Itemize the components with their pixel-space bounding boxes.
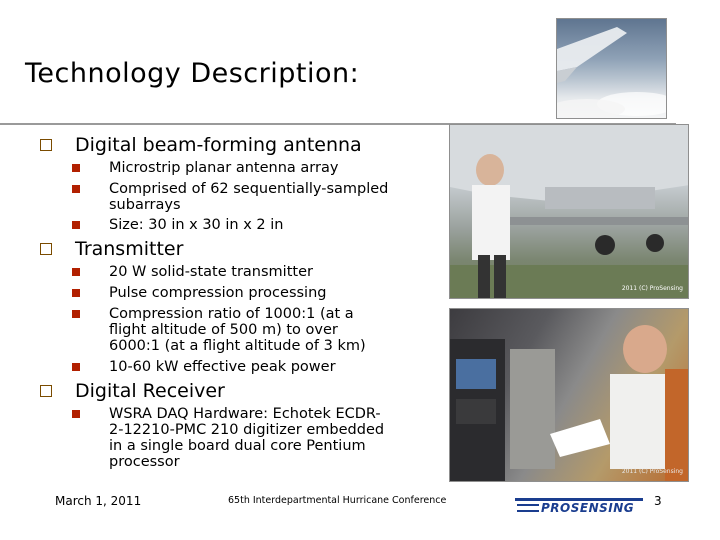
- antenna-under-wing-photo: [449, 124, 689, 299]
- square-bullet-icon: [72, 363, 80, 371]
- slide-title: Technology Description:: [25, 58, 360, 89]
- logo-text: PROSENSING: [541, 501, 635, 515]
- logo-lines-icon: [517, 504, 539, 512]
- square-bullet-icon: [72, 310, 80, 318]
- hollow-square-bullet-icon: [40, 243, 52, 255]
- section-heading: Digital beam-forming antenna: [75, 134, 362, 156]
- aircraft-sky-photo: [556, 18, 667, 119]
- list-item-text: Size: 30 in x 30 in x 2 in: [109, 217, 284, 233]
- wing-photo-credit: 2011 (C) ProSensing: [621, 285, 683, 292]
- list-item-text: Comprised of 62 sequentially-sampled subarrays: [109, 181, 389, 213]
- footer-conference: 65th Interdepartmental Hurricane Conference: [228, 495, 447, 506]
- square-bullet-icon: [72, 185, 80, 193]
- section-heading: Transmitter: [75, 238, 184, 260]
- list-item-text: 20 W solid-state transmitter: [109, 264, 313, 280]
- square-bullet-icon: [72, 268, 80, 276]
- list-item-text: 10-60 kW effective peak power: [109, 359, 336, 375]
- prosensing-logo: [515, 498, 643, 514]
- list-item-text: Microstrip planar antenna array: [109, 160, 339, 176]
- list-item-text: WSRA DAQ Hardware: Echotek ECDR- 2-12210-PMC 210 digitizer embedded in a single board dual core Pentium processor: [109, 406, 385, 470]
- page-number: 3: [654, 494, 662, 508]
- hollow-square-bullet-icon: [40, 385, 52, 397]
- square-bullet-icon: [72, 221, 80, 229]
- square-bullet-icon: [72, 289, 80, 297]
- list-item-text: Compression ratio of 1000:1 (at a flight altitude of 500 m) to over 6000:1 (at a flight altitude of 3 km): [109, 306, 366, 354]
- footer-date: March 1, 2011: [55, 494, 142, 508]
- cabin-photo-credit: 2011 (C) ProSensing: [621, 468, 683, 475]
- square-bullet-icon: [72, 410, 80, 418]
- sky-wing-drawing: [557, 19, 667, 119]
- hollow-square-bullet-icon: [40, 139, 52, 151]
- cabin-scene-drawing: [450, 309, 689, 482]
- section-heading: Digital Receiver: [75, 380, 225, 402]
- square-bullet-icon: [72, 164, 80, 172]
- wing-scene-drawing: [450, 125, 689, 299]
- cabin-receiver-photo: [449, 308, 689, 482]
- list-item-text: Pulse compression processing: [109, 285, 327, 301]
